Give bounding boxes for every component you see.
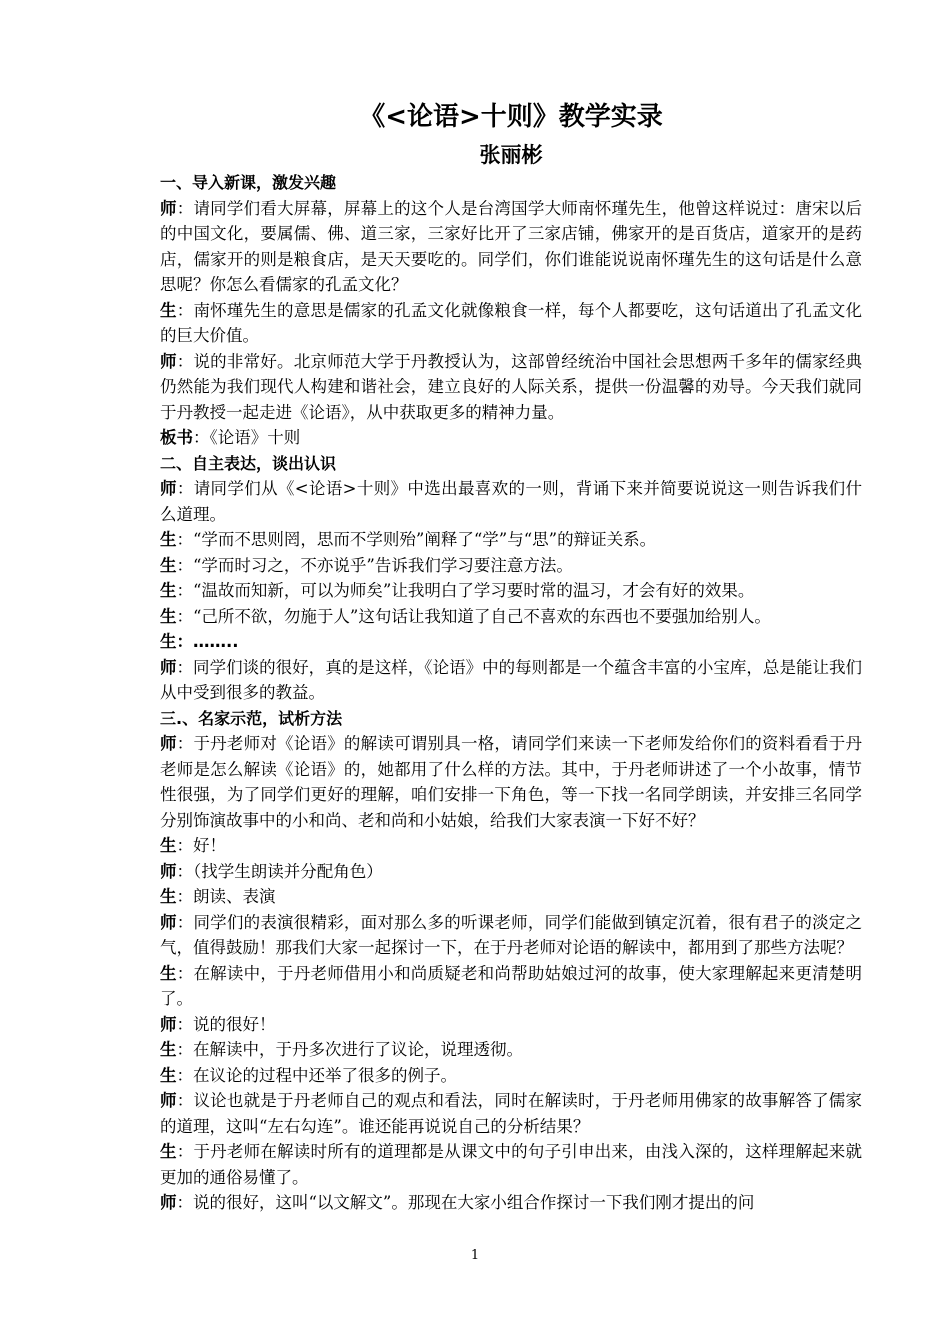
- line-text: ：请同学们看大屏幕，屏幕上的这个人是台湾国学大师南怀瑾先生，他曾这样说过：唐宋以后的中国文化，要属儒、佛、道三家，三家好比开了三家店铺，佛家开的是百货店，道家开的是药店，儒家开的则是粮食店，是天天要吃的。同学们，你们谁能说说南怀瑾先生的这句话是什么意思呢？你怎么看儒家的孔孟文化？: [160, 198, 863, 294]
- line-text: ：议论也就是于丹老师自己的观点和看法，同时在解读时，于丹老师用佛家的故事解答了儒家的道理，这叫“左右勾连”。谁还能再说说自己的分析结果？: [160, 1091, 863, 1136]
- dialogue-line: [160, 910, 862, 961]
- section-heading: 三.、名家示范，试析方法: [160, 708, 343, 728]
- speaker-label: 生: [160, 836, 177, 855]
- line-text: ：说的非常好。北京师范大学于丹教授认为，这部曾经统治中国社会思想两千多年的儒家经典仍然能为我们现代人构建和谐社会，建立良好的人际关系，提供一份温馨的劝导。今天我们就同于丹教授一起走进《论语》，从中获取更多的精神力量。: [160, 351, 863, 422]
- speaker-label: 师: [160, 198, 177, 218]
- dialogue-line: [160, 731, 862, 833]
- line-text: ：“温故而知新，可以为师矣”让我明白了学习要时常的温习，才会有好的效果。: [176, 581, 755, 600]
- document-author: 张丽彬: [479, 143, 543, 167]
- speaker-label: 生: [160, 555, 177, 575]
- dialogue-line: [160, 1190, 862, 1216]
- speaker-label: 生: [160, 300, 177, 320]
- line-text: ：在解读中，于丹老师借用小和尚质疑老和尚帮助姑娘过河的故事，使大家理解起来更清楚明了。: [160, 963, 863, 1008]
- line-text: ：于丹老师对《论语》的解读可谓别具一格，请同学们来读一下老师发给你们的资料看看于丹老师是怎么解读《论语》的，她都用了什么样的方法。其中，于丹老师讲述了一个小故事，情节性很强，为了同学们更好的理解，咱们安排一下角色，等一下找一名同学朗读，并安排三名同学分别饰演故事中的小和尚、老和尚和小姑娘，给我们大家表演一下好不好？: [160, 734, 863, 830]
- speaker-label: 生: [160, 1040, 177, 1059]
- speaker-label: 生: [160, 1065, 177, 1085]
- line-text: ：“学而不思则罔，思而不学则殆”阐释了“学”与“思”的辩证关系。: [176, 530, 657, 549]
- dialogue-line: [160, 961, 862, 1012]
- line-text: ：在解读中，于丹多次进行了议论，说理透彻。: [176, 1040, 523, 1059]
- speaker-label: 生: [160, 606, 177, 626]
- document-body: [160, 170, 862, 1216]
- dialogue-line: [160, 476, 862, 527]
- line-text: ：在议论的过程中还举了很多的例子。: [176, 1065, 457, 1085]
- speaker-label: 生: [160, 1142, 177, 1161]
- speaker-label: 师: [160, 734, 177, 753]
- dialogue-line: [160, 884, 862, 910]
- speaker-label: 师: [160, 1014, 177, 1034]
- dialogue-line: [160, 527, 862, 553]
- speaker-label: 师: [160, 912, 177, 932]
- line-text: ：说的很好，这叫“以文解文”。那现在大家小组合作探讨一下我们刚才提出的问: [176, 1193, 755, 1212]
- line-text: ：南怀瑾先生的意思是儒家的孔孟文化就像粮食一样，每个人都要吃，这句话道出了孔孟文化的巨大价值。: [160, 300, 863, 345]
- line-text: ：（找学生朗读并分配角色）: [176, 861, 383, 881]
- dialogue-line: [160, 1063, 862, 1089]
- dialogue-line: [160, 425, 862, 451]
- dialogue-line: [160, 604, 862, 630]
- dialogue-line: [160, 1012, 862, 1038]
- line-text: ：《论语》十则: [193, 428, 301, 447]
- dialogue-line: [160, 1088, 862, 1139]
- dialogue-line: [160, 298, 862, 349]
- line-text: ：同学们的表演很精彩，面对那么多的听课老师，同学们能做到镇定沉着，很有君子的淡定之气，值得鼓励！那我们大家一起探讨一下，在于丹老师对论语的解读中，都用到了那些方法呢？: [160, 912, 863, 957]
- line-text: ：好！: [176, 836, 226, 855]
- dialogue-line: [160, 833, 862, 859]
- dialogue-line: [160, 1139, 862, 1190]
- line-text: ：请同学们从《<论语>十则》中选出最喜欢的一则，背诵下来并简要说说这一则告诉我们什么道理。: [160, 479, 863, 524]
- speaker-label: 生: [160, 530, 177, 549]
- speaker-label: 师: [160, 479, 177, 498]
- speaker-label: 师: [160, 657, 177, 677]
- speaker-label: 师: [160, 861, 177, 881]
- speaker-label: 生: [160, 581, 177, 600]
- page-number: 1: [470, 1248, 480, 1263]
- dialogue-line: [160, 655, 862, 706]
- speaker-label: 生: [160, 963, 177, 983]
- dialogue-line: [160, 629, 862, 655]
- line-text: ：“己所不欲，勿施于人”这句话让我知道了自己不喜欢的东西也不要强加给别人。: [176, 606, 771, 626]
- dialogue-line: [160, 1037, 862, 1063]
- dialogue-line: [160, 349, 862, 426]
- section-heading: 一、导入新课，激发兴趣: [160, 173, 337, 192]
- speaker-label: 生: [160, 887, 177, 906]
- section-heading: 二、自主表达，谈出认识: [160, 453, 337, 473]
- line-text: ：于丹老师在解读时所有的道理都是从课文中的句子引申出来，由浅入深的，这样理解起来就更加的通俗易懂了。: [160, 1142, 863, 1187]
- line-text: ：朗读、表演: [176, 887, 276, 906]
- dialogue-line: [160, 553, 862, 579]
- document-title: 《<论语>十则》教学实录: [359, 102, 663, 132]
- speaker-label: 板书: [160, 428, 193, 447]
- line-text: ：……..: [176, 632, 239, 651]
- line-text: ：同学们谈的很好，真的是这样，《论语》中的每则都是一个蕴含丰富的小宝库，总是能让我们从中受到很多的教益。: [160, 657, 863, 702]
- dialogue-line: [160, 859, 862, 885]
- dialogue-line: [160, 196, 862, 298]
- line-text: ：说的很好！: [176, 1014, 276, 1034]
- line-text: ：“学而时习之，不亦说乎”告诉我们学习要注意方法。: [176, 555, 573, 575]
- dialogue-line: [160, 578, 862, 604]
- speaker-label: 师: [160, 351, 177, 371]
- speaker-label: 师: [160, 1091, 177, 1110]
- speaker-label: 师: [160, 1193, 177, 1212]
- speaker-label: 生: [160, 632, 177, 651]
